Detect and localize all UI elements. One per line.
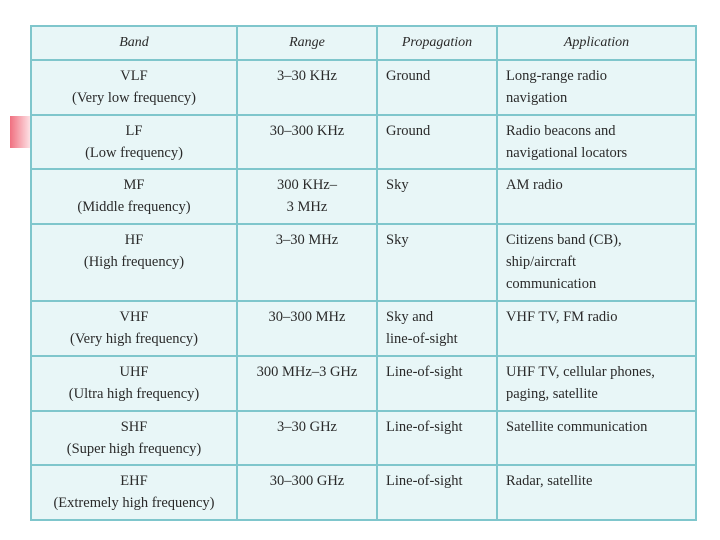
cell-range <box>237 411 377 466</box>
cell-band <box>31 356 237 411</box>
frequency-band-table-container <box>30 25 695 521</box>
cell-propagation-line: line-of-sight <box>386 331 458 348</box>
cell-application <box>497 115 696 170</box>
cell-range-line: 3–30 GHz <box>276 418 337 435</box>
cell-application-line: navigational locators <box>506 144 628 161</box>
column-header-range: Range <box>237 26 377 60</box>
cell-band-line: EHF <box>120 473 148 490</box>
cell-range-line: 3–30 KHz <box>276 68 337 84</box>
cell-band-line: (Ultra high frequency) <box>68 385 200 402</box>
cell-band <box>31 169 237 224</box>
cell-propagation <box>377 115 497 170</box>
cell-application <box>497 60 696 115</box>
cell-propagation <box>377 465 497 520</box>
column-header-propagation: Propagation <box>377 26 497 60</box>
cell-propagation <box>377 356 497 411</box>
cell-band-line: (Middle frequency) <box>77 199 191 216</box>
slide-accent-bar <box>10 116 30 148</box>
cell-band <box>31 301 237 356</box>
cell-propagation-line: Sky <box>386 231 409 248</box>
cell-band-line: (Extremely high frequency) <box>53 495 215 512</box>
cell-band-line: MF <box>123 177 145 194</box>
table-row <box>31 301 696 356</box>
cell-application <box>497 411 696 466</box>
cell-propagation-line: Ground <box>386 122 431 139</box>
table-row <box>31 356 696 411</box>
table-row <box>31 224 696 301</box>
cell-propagation <box>377 224 497 301</box>
cell-propagation-line: Sky <box>386 177 409 194</box>
cell-application-line: Long-range radio <box>506 68 608 84</box>
cell-range <box>237 60 377 115</box>
cell-band <box>31 465 237 520</box>
cell-band-line: (Very high frequency) <box>69 331 199 348</box>
table-header-row <box>31 26 696 60</box>
cell-range <box>237 465 377 520</box>
cell-range-line: 300 MHz–3 GHz <box>256 363 358 380</box>
cell-application-line: paging, satellite <box>506 385 598 402</box>
cell-propagation-line: Line-of-sight <box>386 363 463 380</box>
cell-band-line: VLF <box>120 68 148 84</box>
cell-range <box>237 115 377 170</box>
cell-band-line: (Super high frequency) <box>66 440 202 457</box>
table-row <box>31 115 696 170</box>
column-header-band: Band <box>31 26 237 60</box>
table-row <box>31 60 696 115</box>
cell-range-line: 30–300 KHz <box>269 122 345 139</box>
cell-propagation-line: Sky and <box>386 309 434 326</box>
cell-application-line: UHF TV, cellular phones, <box>506 363 655 380</box>
cell-application <box>497 356 696 411</box>
cell-application <box>497 465 696 520</box>
cell-application-line: Radio beacons and <box>506 122 616 139</box>
cell-application <box>497 224 696 301</box>
cell-band-line: (High frequency) <box>83 253 185 270</box>
cell-range <box>237 356 377 411</box>
cell-band-line: UHF <box>119 363 149 380</box>
cell-application-line: VHF TV, FM radio <box>506 309 618 326</box>
cell-application <box>497 169 696 224</box>
cell-propagation <box>377 60 497 115</box>
cell-application <box>497 301 696 356</box>
cell-application-line: navigation <box>506 90 568 106</box>
cell-application-line: Citizens band (CB), <box>506 231 622 248</box>
table-row <box>31 169 696 224</box>
cell-application-line: Satellite communication <box>506 418 648 435</box>
cell-band <box>31 224 237 301</box>
cell-range-line: 3 MHz <box>286 199 328 216</box>
cell-propagation-line: Line-of-sight <box>386 473 463 490</box>
cell-band-line: (Low frequency) <box>85 144 183 161</box>
cell-propagation-line: Ground <box>386 68 431 84</box>
cell-band-line: (Very low frequency) <box>71 90 196 106</box>
cell-application-line: ship/aircraft <box>506 253 577 270</box>
table-row <box>31 465 696 520</box>
cell-band <box>31 60 237 115</box>
cell-propagation <box>377 169 497 224</box>
cell-band-line: VHF <box>119 309 149 326</box>
cell-range <box>237 224 377 301</box>
cell-propagation <box>377 301 497 356</box>
cell-application-line: communication <box>506 275 597 292</box>
table-body <box>31 60 696 520</box>
column-header-application: Application <box>497 26 696 60</box>
cell-band-line: HF <box>124 231 144 248</box>
cell-propagation-line: Line-of-sight <box>386 418 463 435</box>
cell-range-line: 30–300 MHz <box>268 309 346 326</box>
cell-propagation <box>377 411 497 466</box>
cell-range <box>237 301 377 356</box>
cell-range-line: 3–30 MHz <box>275 231 339 248</box>
frequency-band-table <box>30 25 697 521</box>
cell-band <box>31 115 237 170</box>
cell-band <box>31 411 237 466</box>
cell-application-line: Radar, satellite <box>506 473 593 490</box>
cell-band-line: LF <box>125 122 143 139</box>
table-row <box>31 411 696 466</box>
cell-application-line: AM radio <box>506 177 563 194</box>
cell-range <box>237 169 377 224</box>
cell-range-line: 300 KHz– <box>276 177 337 194</box>
cell-range-line: 30–300 GHz <box>269 473 345 490</box>
cell-band-line: SHF <box>120 418 148 435</box>
